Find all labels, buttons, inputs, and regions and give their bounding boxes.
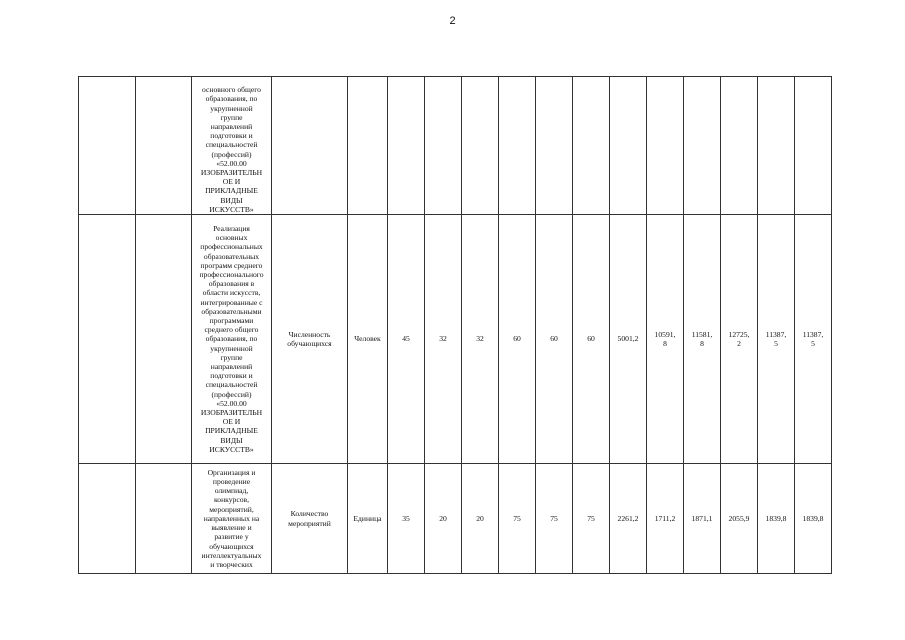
finance-cell (610, 77, 647, 215)
empty-cell (136, 464, 192, 574)
indicator-cell (272, 77, 348, 215)
value-cell: 75 (499, 464, 536, 574)
value-cell: 75 (573, 464, 610, 574)
finance-cell: 12725, 2 (721, 215, 758, 464)
finance-cell: 2055,9 (721, 464, 758, 574)
value-cell (499, 77, 536, 215)
finance-cell: 1871,1 (684, 464, 721, 574)
value-cell: 32 (462, 215, 499, 464)
value-cell (536, 77, 573, 215)
value-cell: 75 (536, 464, 573, 574)
value-cell (425, 77, 462, 215)
unit-cell: Единица (348, 464, 388, 574)
value-cell (388, 77, 425, 215)
finance-cell: 1839,8 (795, 464, 832, 574)
finance-cell: 11387, 5 (795, 215, 832, 464)
activity-name-cell: Реализация основных профессиональных образовательных программ среднего профессионального образования в области искусств, интегрированные с образовательными программами среднего общего образования, по укрупненной группе направлений подготовки и специальностей (профессий) «52.00.00 ИЗОБРАЗИТЕЛЬН ОЕ И ПРИКЛАДНЫЕ ВИДЫ ИСКУССТВ» (192, 215, 272, 464)
activity-name-cell: основного общего образования, по укрупненной группе направлений подготовки и специальностей (профессий) «52.00.00 ИЗОБРАЗИТЕЛЬН ОЕ И ПРИКЛАДНЫЕ ВИДЫ ИСКУССТВ» (192, 77, 272, 215)
value-cell: 20 (425, 464, 462, 574)
table-row (79, 77, 832, 215)
value-cell: 35 (388, 464, 425, 574)
value-cell: 45 (388, 215, 425, 464)
indicator-cell: Численность обучающихся (272, 215, 348, 464)
unit-cell: Человек (348, 215, 388, 464)
finance-cell (758, 77, 795, 215)
finance-cell (684, 77, 721, 215)
indicator-cell: Количество мероприятий (272, 464, 348, 574)
finance-cell (721, 77, 758, 215)
finance-cell: 10591, 8 (647, 215, 684, 464)
finance-cell: 2261,2 (610, 464, 647, 574)
table-row (79, 464, 832, 574)
empty-cell (79, 464, 136, 574)
finance-cell: 5001,2 (610, 215, 647, 464)
page-number: 2 (449, 15, 456, 27)
finance-cell: 11387, 5 (758, 215, 795, 464)
value-cell: 20 (462, 464, 499, 574)
empty-cell (79, 77, 136, 215)
empty-cell (136, 77, 192, 215)
value-cell: 32 (425, 215, 462, 464)
value-cell: 60 (536, 215, 573, 464)
program-table (78, 76, 832, 574)
activity-name-cell: Организация и проведение олимпиад, конкурсов, мероприятий, направленных на выявление и развитие у обучающихся интеллектуальных и творческих (192, 464, 272, 574)
unit-cell (348, 77, 388, 215)
empty-cell (136, 215, 192, 464)
finance-cell: 1839,8 (758, 464, 795, 574)
value-cell: 60 (573, 215, 610, 464)
value-cell (573, 77, 610, 215)
empty-cell (79, 215, 136, 464)
finance-cell: 1711,2 (647, 464, 684, 574)
table-row (79, 215, 832, 464)
finance-cell (647, 77, 684, 215)
finance-cell (795, 77, 832, 215)
finance-cell: 11581, 8 (684, 215, 721, 464)
value-cell (462, 77, 499, 215)
value-cell: 60 (499, 215, 536, 464)
